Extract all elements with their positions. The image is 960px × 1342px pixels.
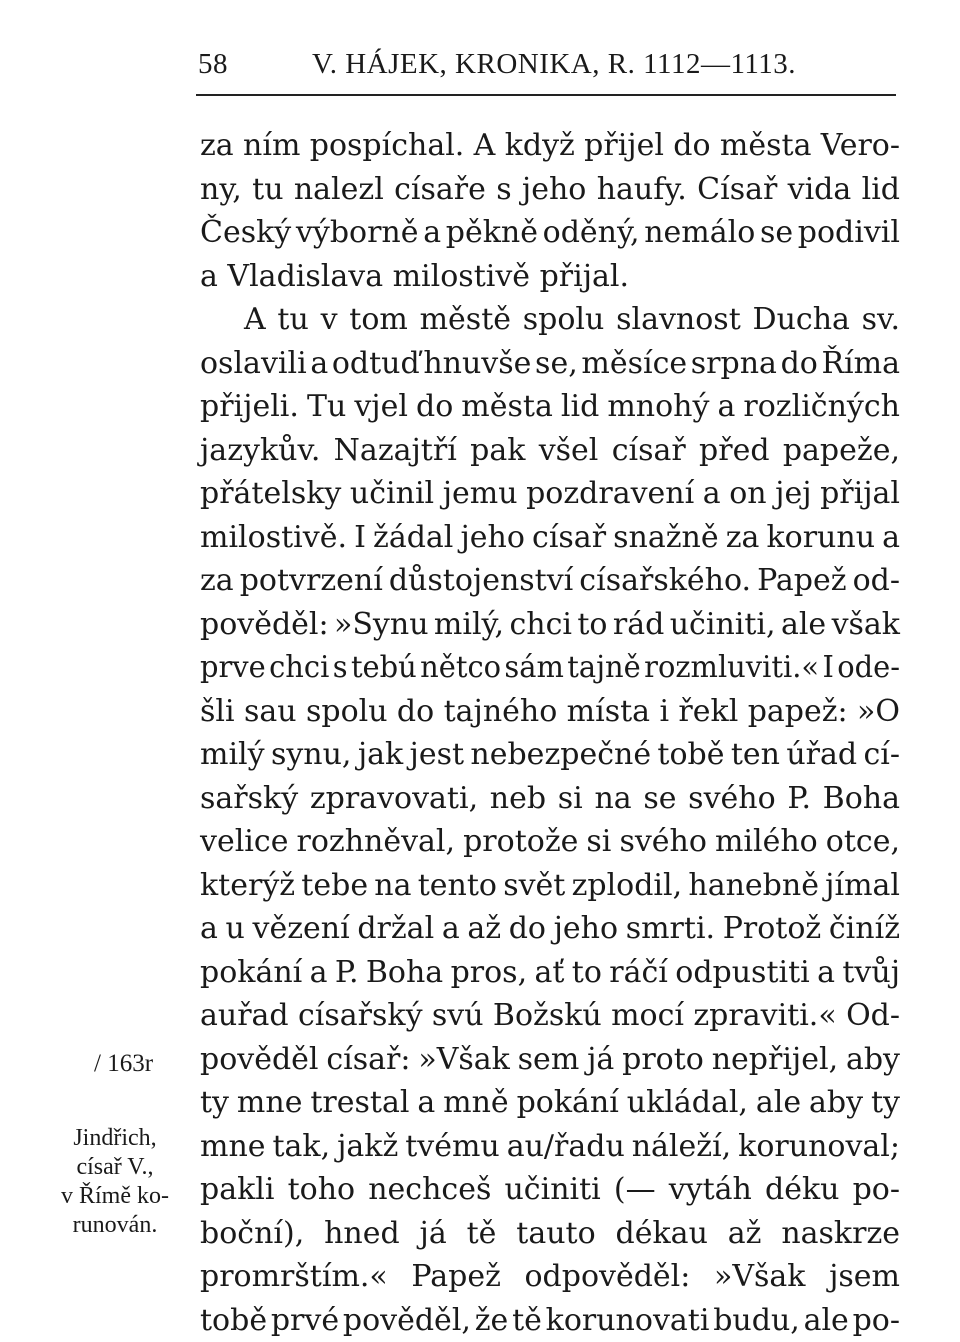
- text-line: pověděl císař: »Však sem já proto nepřijel, aby: [200, 1038, 900, 1082]
- text-line: ty mne trestal a mně pokání ukládal, ale aby ty: [200, 1081, 900, 1125]
- text-line: přijeli. Tu vjel do města lid mnohý a rozličných: [200, 385, 900, 429]
- text-line: jazykův. Nazajtří pak všel císař před papeže,: [200, 429, 900, 473]
- page-number: 58: [198, 48, 228, 81]
- text-line: promrštím.« Papež odpověděl: »Však jsem: [200, 1255, 900, 1299]
- folio-marker: / 163r: [94, 1050, 184, 1078]
- margin-note-line: císař V.,: [40, 1153, 190, 1182]
- running-header: [198, 38, 898, 88]
- header-rule: [196, 94, 896, 96]
- margin-note-line: Jindřich,: [40, 1124, 190, 1153]
- text-line: boční), hned já tě tauto dékau až naskrze: [200, 1212, 900, 1256]
- text-line: za potvrzení důstojenství císařského. Papež od-: [200, 559, 900, 603]
- text-line: Český výborně a pěkně oděný, nemálo se podivil: [200, 211, 900, 255]
- text-line: pokání a P. Boha pros, ať to ráčí odpustiti a tvůj: [200, 951, 900, 995]
- text-line: tobě prvé pověděl, že tě korunovati budu, ale po-: [200, 1299, 900, 1342]
- text-line: kterýž tebe na tento svět zplodil, hanebně jímal: [200, 864, 900, 908]
- text-line: přátelsky učinil jemu pozdravení a on jej přijal: [200, 472, 900, 516]
- text-line: pakli toho nechceš učiniti (— vytáh déku po-: [200, 1168, 900, 1212]
- text-line: oslavili a odtuď hnuvše se, měsíce srpna do Říma: [200, 342, 900, 386]
- text-line: za ním pospíchal. A když přijel do města Vero-: [200, 124, 900, 168]
- body-text: [200, 124, 900, 1342]
- text-line: milostivě. I žádal jeho císař snažně za korunu a: [200, 516, 900, 560]
- text-line: a Vladislava milostivě přijal.: [200, 255, 900, 299]
- text-line: šli sau spolu do tajného místa i řekl papež: »O: [200, 690, 900, 734]
- text-line: mne tak, jakž tvému au/řadu náleží, korunoval;: [200, 1125, 900, 1169]
- margin-note-line: runován.: [40, 1211, 190, 1240]
- margin-note-line: v Římě ko-: [40, 1182, 190, 1211]
- text-line: milý synu, jak jest nebezpečné tobě ten úřad cí-: [200, 733, 900, 777]
- text-line: prve chci s tebú nětco sám tajně rozmluviti.« I ode-: [200, 646, 900, 690]
- text-line: auřad císařský svú Božskú mocí zpraviti.« Od-: [200, 994, 900, 1038]
- running-title: V. HÁJEK, KRONIKA, R. 1112—1113.: [312, 48, 796, 81]
- text-line: a u vězení držal a až do jeho smrti. Protož činíž: [200, 907, 900, 951]
- text-line: velice rozhněval, protože si svého milého otce,: [200, 820, 900, 864]
- text-line: A tu v tom městě spolu slavnost Ducha sv.: [200, 298, 900, 342]
- margin-note: [40, 1124, 190, 1240]
- text-line: ny, tu nalezl císaře s jeho haufy. Císař vida lid: [200, 168, 900, 212]
- text-line: pověděl: »Synu milý, chci to rád učiniti, ale však: [200, 603, 900, 647]
- text-line: sařský zpravovati, neb si na se svého P. Boha: [200, 777, 900, 821]
